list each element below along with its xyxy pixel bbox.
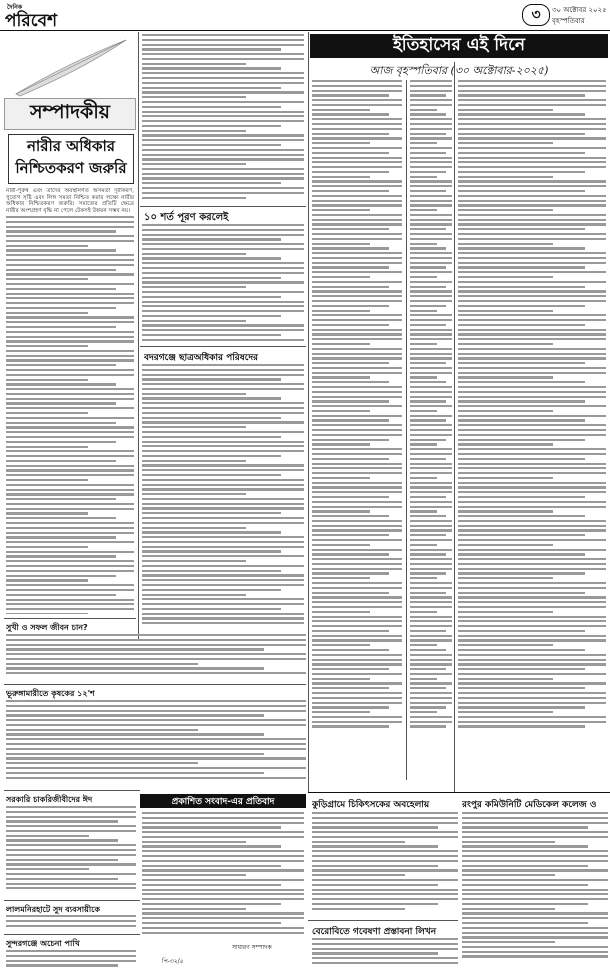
editorial-section-title: সম্পাদকীয় [30,101,110,123]
story-title: ১০ শর্ত পূরণ করলেই [144,212,229,223]
protest-footnote: পি-৩২/৫ [162,958,184,965]
masthead-date: ৩০ অক্টোবর ২০২৫ [552,6,607,14]
masthead-page-number [522,4,550,26]
protest-signature: সাধারণ সম্পাদক [232,944,272,951]
story-title: সুখী ও সফল জীবন চান? [6,623,88,632]
editorial-section-banner [4,98,136,130]
col-rule-3 [454,62,455,792]
story-title: লালমনিরহাটে সুদ ব্যবসায়ীকে [6,905,100,914]
story-title: সুন্দরগঞ্জে অচেনা পাখি [6,939,80,948]
masthead-small-label: দৈনিক [7,4,23,11]
story-title: বদরগঞ্জে ছাত্রঅধিকার পরিষদের [144,353,258,363]
col-rule-2 [308,32,309,792]
masthead-logo [3,2,58,31]
col-rule-1 [138,32,139,640]
history-column-1 [312,80,402,780]
masthead-day: বৃহস্পতিবার [552,17,585,25]
history-column-3 [458,80,606,780]
history-title: ইতিহাসের এই দিনে [392,35,526,55]
editorial-headline: নারীর অধিকার নিশ্চিতকরণ জরুরি [8,134,134,184]
story-title: সরকারি চাকরিজীবীদের ঈদ [6,795,93,804]
story-title: রংপুর কমিউনিটি মেডিকেল কলেজ ও [462,800,597,810]
history-banner [310,34,608,58]
editorial-feather-icon [6,36,132,100]
masthead-title: পরিবেশ [5,11,58,31]
history-column-2 [410,80,452,780]
protest-banner [140,794,306,808]
story-title: বেরোবিতে গবেষণা প্রস্তাবনা লিখন [312,927,437,937]
masthead-rule [0,30,610,31]
protest-title: প্রকাশিত সংবাদ-এর প্রতিবাদ [171,796,275,807]
history-subtitle: আজ বৃহস্পতিবার (৩০ অক্টোবার-২০২৫) [369,64,549,77]
editorial-body: নারী-পুরুষ এবং তাদের অবস্থানগত অসমতা দূরীকরণ, সুযোগ সৃষ্টি এবং লিঙ্গ সমতা নিশ্চিত করার লক্ষ্যে নারীর অধিকার নিশ্চিতকরণ জরুরি। সমাজের প্রতিটি ক্ষেত্রে নারীর অংশগ্রহণ বৃদ্ধি না পেলে টেকসই উন্নয়ন সম্ভব নয়। [6,188,134,214]
editorial-body-continued [6,216,134,614]
story-title: ভূরুঙ্গামারীতে কৃষকের ১২'শ [6,689,95,698]
story-title: কুড়িগ্রামে চিকিৎসকের অবহেলায় [312,800,430,810]
page-number: ৩ [531,7,541,23]
